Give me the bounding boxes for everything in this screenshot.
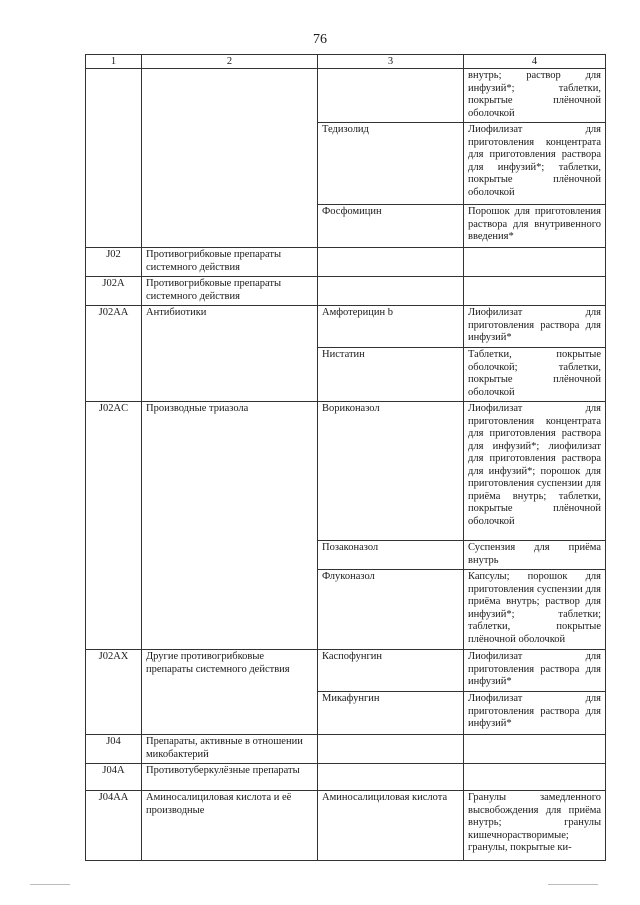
table-row bbox=[86, 735, 606, 764]
dosage-form-cell: Лиофилизат для приготовления раствора для инфузий* bbox=[464, 650, 606, 692]
table-row bbox=[86, 306, 606, 348]
dosage-form-cell bbox=[464, 764, 606, 791]
atc-code-cell: J02A bbox=[86, 277, 142, 306]
drug-name-cell: Микафунгин bbox=[318, 692, 464, 735]
group-name-cell: Другие противогрибковые препараты системного действия bbox=[142, 650, 318, 735]
atc-code-cell: J04AA bbox=[86, 791, 142, 861]
table-row bbox=[86, 248, 606, 277]
drug-name-cell: Флуконазол bbox=[318, 570, 464, 650]
column-header-1: 1 bbox=[86, 55, 142, 69]
table-row bbox=[86, 402, 606, 541]
atc-code-cell: J04A bbox=[86, 764, 142, 791]
column-header-4: 4 bbox=[464, 55, 606, 69]
atc-code-cell: J02AA bbox=[86, 306, 142, 402]
drug-name-cell: Позаконазол bbox=[318, 541, 464, 570]
atc-code-cell: J02 bbox=[86, 248, 142, 277]
group-name-cell: Препараты, активные в отношении микобактерий bbox=[142, 735, 318, 764]
page-number: 76 bbox=[313, 32, 327, 47]
drug-name-cell: Амфотерицин b bbox=[318, 306, 464, 348]
dosage-form-cell: Таблетки, покрытые оболочкой; таблетки, покрытые плёночной оболочкой bbox=[464, 348, 606, 402]
dosage-form-cell: Порошок для приготовления раствора для внутривенного введения* bbox=[464, 205, 606, 248]
atc-code-cell bbox=[86, 69, 142, 248]
dosage-form-cell bbox=[464, 277, 606, 306]
scan-mark bbox=[548, 884, 598, 885]
group-name-cell bbox=[142, 69, 318, 248]
table-row bbox=[86, 277, 606, 306]
drug-name-cell bbox=[318, 69, 464, 123]
dosage-form-cell: Капсулы; порошок для приготовления суспензии для приёма внутрь; раствор для инфузий*; таблетки; таблетки, покрытые плёночной оболочкой bbox=[464, 570, 606, 650]
drug-name-cell bbox=[318, 277, 464, 306]
drug-name-cell bbox=[318, 248, 464, 277]
group-name-cell: Антибиотики bbox=[142, 306, 318, 402]
group-name-cell: Противогрибковые препараты системного действия bbox=[142, 277, 318, 306]
drug-name-cell: Каспофунгин bbox=[318, 650, 464, 692]
group-name-cell: Производные триазола bbox=[142, 402, 318, 650]
drug-name-cell bbox=[318, 735, 464, 764]
drug-name-cell: Тедизолид bbox=[318, 123, 464, 205]
group-name-cell: Аминосалициловая кислота и её производные bbox=[142, 791, 318, 861]
table-row bbox=[86, 69, 606, 123]
dosage-form-cell: внутрь; раствор для инфузий*; таблетки, покрытые плёночной оболочкой bbox=[464, 69, 606, 123]
table-row bbox=[86, 764, 606, 791]
table-row bbox=[86, 650, 606, 692]
drug-name-cell: Нистатин bbox=[318, 348, 464, 402]
scan-mark bbox=[30, 884, 70, 885]
drug-name-cell: Вориконазол bbox=[318, 402, 464, 541]
table-header-row bbox=[86, 55, 606, 69]
table-row bbox=[86, 791, 606, 861]
dosage-form-cell: Лиофилизат для приготовления раствора для инфузий* bbox=[464, 306, 606, 348]
column-header-2: 2 bbox=[142, 55, 318, 69]
dosage-form-cell: Лиофилизат для приготовления концентрата для приготовления раствора для инфузий*; лиофилизат для приготовления раствора для инфузий*; порошок для приготовления суспензии для приёма внутрь; таблетки, покрытые плёночной оболочкой bbox=[464, 402, 606, 541]
dosage-form-cell: Суспензия для приёма внутрь bbox=[464, 541, 606, 570]
atc-code-cell: J02AX bbox=[86, 650, 142, 735]
dosage-form-cell: Гранулы замедленного высвобождения для приёма внутрь; гранулы кишечнорастворимые; гранулы, покрытые ки- bbox=[464, 791, 606, 861]
dosage-form-cell: Лиофилизат для приготовления концентрата для приготовления раствора для инфузий*; таблетки, покрытые плёночной оболочкой bbox=[464, 123, 606, 205]
group-name-cell: Противотуберкулёзные препараты bbox=[142, 764, 318, 791]
drug-name-cell bbox=[318, 764, 464, 791]
atc-code-cell: J04 bbox=[86, 735, 142, 764]
group-name-cell: Противогрибковые препараты системного действия bbox=[142, 248, 318, 277]
dosage-form-cell: Лиофилизат для приготовления раствора для инфузий* bbox=[464, 692, 606, 735]
drug-name-cell: Фосфомицин bbox=[318, 205, 464, 248]
drug-name-cell: Аминосалициловая кислота bbox=[318, 791, 464, 861]
dosage-form-cell bbox=[464, 248, 606, 277]
column-header-3: 3 bbox=[318, 55, 464, 69]
dosage-form-cell bbox=[464, 735, 606, 764]
drug-table bbox=[85, 54, 606, 861]
atc-code-cell: J02AC bbox=[86, 402, 142, 650]
